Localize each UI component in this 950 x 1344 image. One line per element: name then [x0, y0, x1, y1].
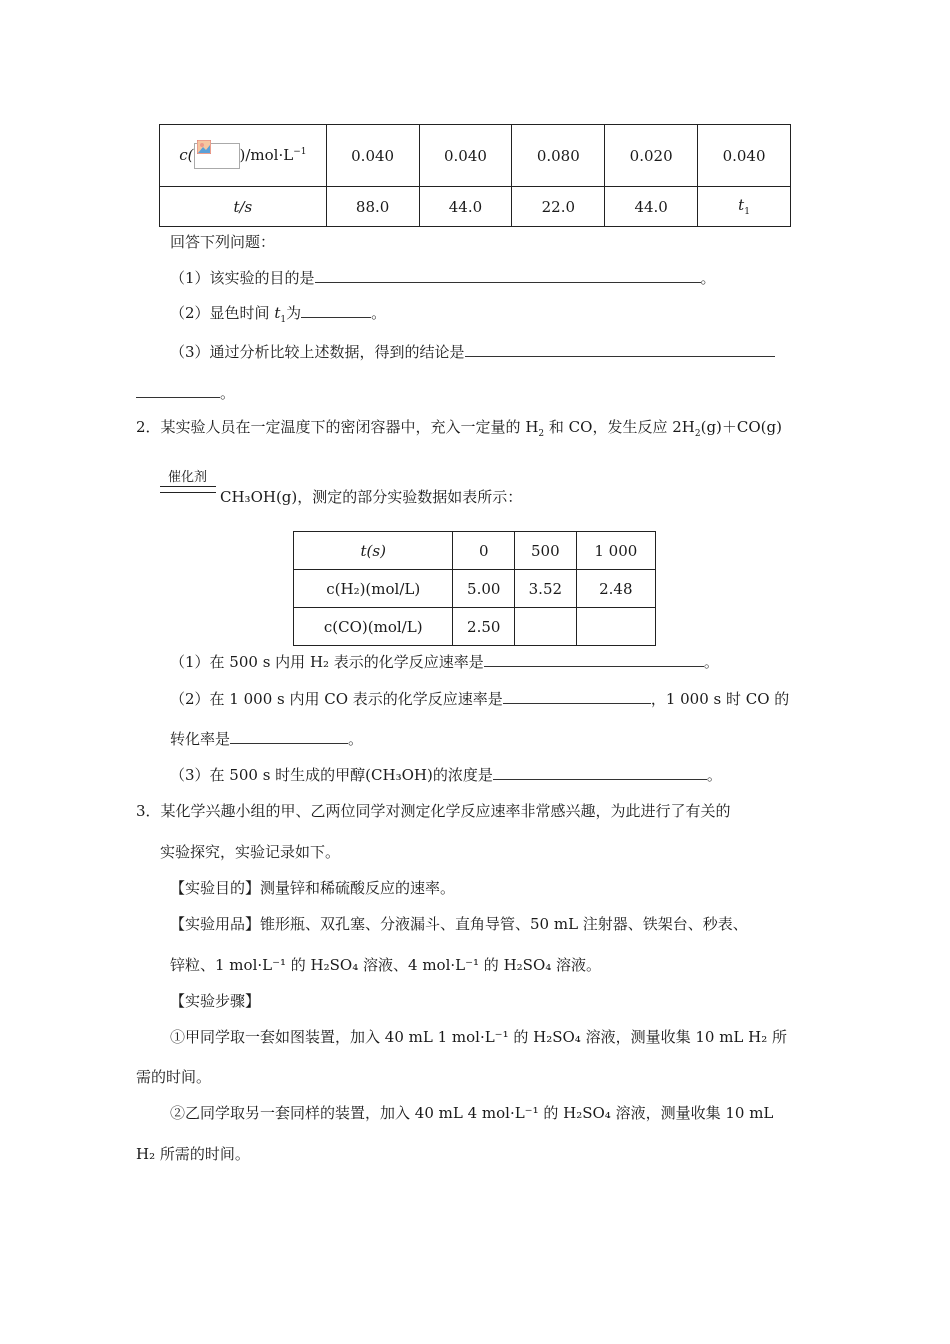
table2-row-label: c(CO)(mol/L) — [294, 608, 453, 646]
table1-cell: 0.040 — [419, 125, 512, 187]
broken-image-icon — [194, 143, 240, 169]
q1-part2: （2）显色时间 $t_1$为 。 — [170, 304, 387, 325]
q2-sub1: （1）在 500 s 内用 H₂ 表示的化学反应速率是 。 — [170, 653, 719, 671]
q2-line1: 2．某实验人员在一定温度下的密闭容器中，充入一定量的 $H_2$ 和 CO，发生反应 $2H_2(g)+CO(g)$ — [136, 418, 782, 439]
equilibrium-lines — [160, 486, 216, 493]
table1-cell: 44.0 — [605, 187, 698, 227]
q1-part3-cont: 。 — [136, 382, 235, 403]
table2-header: 0 — [453, 532, 515, 570]
answer-blank[interactable] — [136, 383, 220, 398]
q2-sub2: （2）在 1 000 s 内用 CO 表示的化学反应速率是 ，1 000 s 时 CO 的 — [170, 690, 790, 708]
q3-steps-title: 【实验步骤】 — [170, 992, 261, 1010]
q3-purpose: 【实验目的】测量锌和稀硫酸反应的速率。 — [170, 879, 456, 897]
q3-line1: 3．某化学兴趣小组的甲、乙两位同学对测定化学反应速率非常感兴趣，为此进行了有关的 — [136, 802, 731, 820]
answer-blank[interactable] — [484, 652, 704, 667]
q3-line2: 实验探究，实验记录如下。 — [160, 843, 341, 861]
data-table-2 — [293, 531, 656, 646]
table2-header: 500 — [515, 532, 577, 570]
answer-blank[interactable] — [503, 689, 651, 704]
q3-supplies-1: 【实验用品】锥形瓶、双孔塞、分液漏斗、直角导管、50 mL 注射器、铁架台、秒表、 — [170, 915, 748, 933]
q3-step2: ②乙同学取另一套同样的装置，加入 40 mL 4 mol·L⁻¹ 的 H₂SO₄ 溶液，测量收集 10 mL — [170, 1104, 774, 1122]
table2-cell: 2.48 — [576, 570, 655, 608]
q1-part1: （1）该实验的目的是 。 — [170, 269, 716, 287]
table2-header: t(s) — [294, 532, 453, 570]
table1-cell: 0.020 — [605, 125, 698, 187]
table2-cell — [515, 608, 577, 646]
answer-blank[interactable] — [230, 729, 348, 744]
q1-part3: （3）通过分析比较上述数据，得到的结论是 — [170, 341, 775, 362]
q3-step2-cont: H₂ 所需的时间。 — [136, 1145, 250, 1163]
answer-blank[interactable] — [465, 342, 775, 357]
table2-header: 1 000 — [576, 532, 655, 570]
q2-line2: CH₃OH(g)，测定的部分实验数据如表所示： — [220, 488, 523, 506]
table2-row-label: c(H₂)(mol/L) — [294, 570, 453, 608]
table1-cell: 0.040 — [326, 125, 419, 187]
table2-cell: 2.50 — [453, 608, 515, 646]
table2-cell: 3.52 — [515, 570, 577, 608]
table1-cell: 22.0 — [512, 187, 605, 227]
table1-cell: 0.080 — [512, 125, 605, 187]
table1-cell: $t_1$ — [698, 187, 791, 227]
answer-blank[interactable] — [301, 303, 371, 318]
table1-cell: 88.0 — [326, 187, 419, 227]
data-table-1 — [159, 124, 791, 227]
table1-cell: 0.040 — [698, 125, 791, 187]
table2-cell — [576, 608, 655, 646]
table2-cell: 5.00 — [453, 570, 515, 608]
table1-cell: 44.0 — [419, 187, 512, 227]
q2-sub2-cont: 转化率是 。 — [170, 730, 364, 748]
q3-step1-cont: 需的时间。 — [136, 1068, 212, 1086]
table1-row2-label: t/s — [160, 187, 327, 227]
answer-blank[interactable] — [315, 268, 701, 283]
q2-sub3: （3）在 500 s 时生成的甲醇(CH₃OH)的浓度是 。 — [170, 766, 722, 784]
answer-blank[interactable] — [493, 765, 707, 780]
table1-row1-label: c( )$/mol\cdot L^{-1}$ — [160, 125, 327, 187]
q3-supplies-2: 锌粒、1 mol·L⁻¹ 的 H₂SO₄ 溶液、4 mol·L⁻¹ 的 H₂SO₄ 溶液。 — [170, 956, 602, 974]
q3-step1: ①甲同学取一套如图装置，加入 40 mL 1 mol·L⁻¹ 的 H₂SO₄ 溶液，测量收集 10 mL H₂ 所 — [170, 1028, 788, 1046]
q1-intro: 回答下列问题： — [170, 233, 276, 251]
